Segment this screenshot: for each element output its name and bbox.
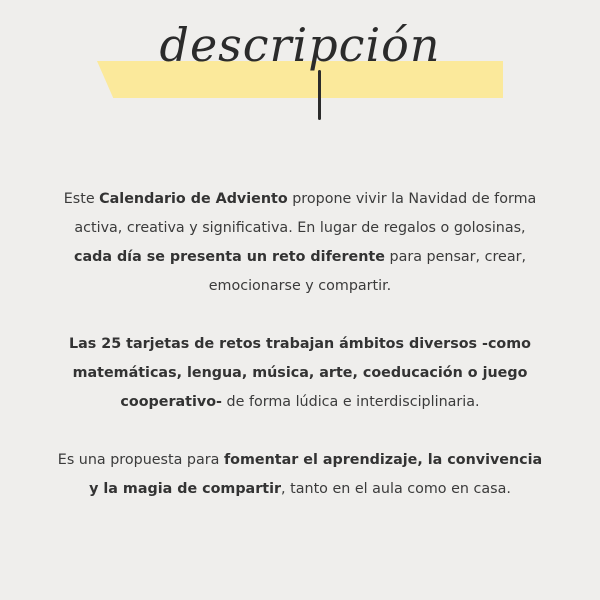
text-line [40, 475, 560, 504]
text: emocionarse y compartir. [208, 278, 392, 294]
bold-text: cada día se presenta un reto diferente [73, 249, 385, 265]
bold-text: fomentar el aprendizaje, la convivencia [223, 452, 543, 468]
text-line [40, 388, 560, 417]
text-line [40, 272, 560, 301]
bold-text: Las 25 tarjetas de retos trabajan ámbitos diversos -como [69, 336, 531, 352]
text: , tanto en el aula como en casa. [281, 481, 511, 497]
bold-text: y la magia de compartir [89, 481, 282, 497]
text: Este [63, 191, 100, 207]
text: de forma lúdica e interdisciplinaria. [221, 394, 480, 410]
text: activa, creativa y significativa. En lugar de regalos o golosinas, [74, 220, 526, 236]
text: para pensar, crear, [384, 249, 527, 265]
text-line [40, 330, 560, 359]
title-flourish [318, 70, 321, 120]
text-line [40, 243, 560, 272]
text-line [40, 214, 560, 243]
paragraph [40, 446, 560, 504]
page-title: descripción [159, 18, 441, 72]
text-line [40, 185, 560, 214]
bold-text: Calendario de Adviento [99, 191, 288, 207]
text-line [40, 359, 560, 388]
text: Es una propuesta para [57, 452, 224, 468]
text-line [40, 446, 560, 475]
paragraph [40, 330, 560, 417]
bold-text: cooperativo- [120, 394, 222, 410]
text: propone vivir la Navidad de forma [287, 191, 537, 207]
bold-text: matemáticas, lengua, música, arte, coeducación o juego [72, 365, 528, 381]
description-body [40, 185, 560, 533]
paragraph [40, 185, 560, 301]
